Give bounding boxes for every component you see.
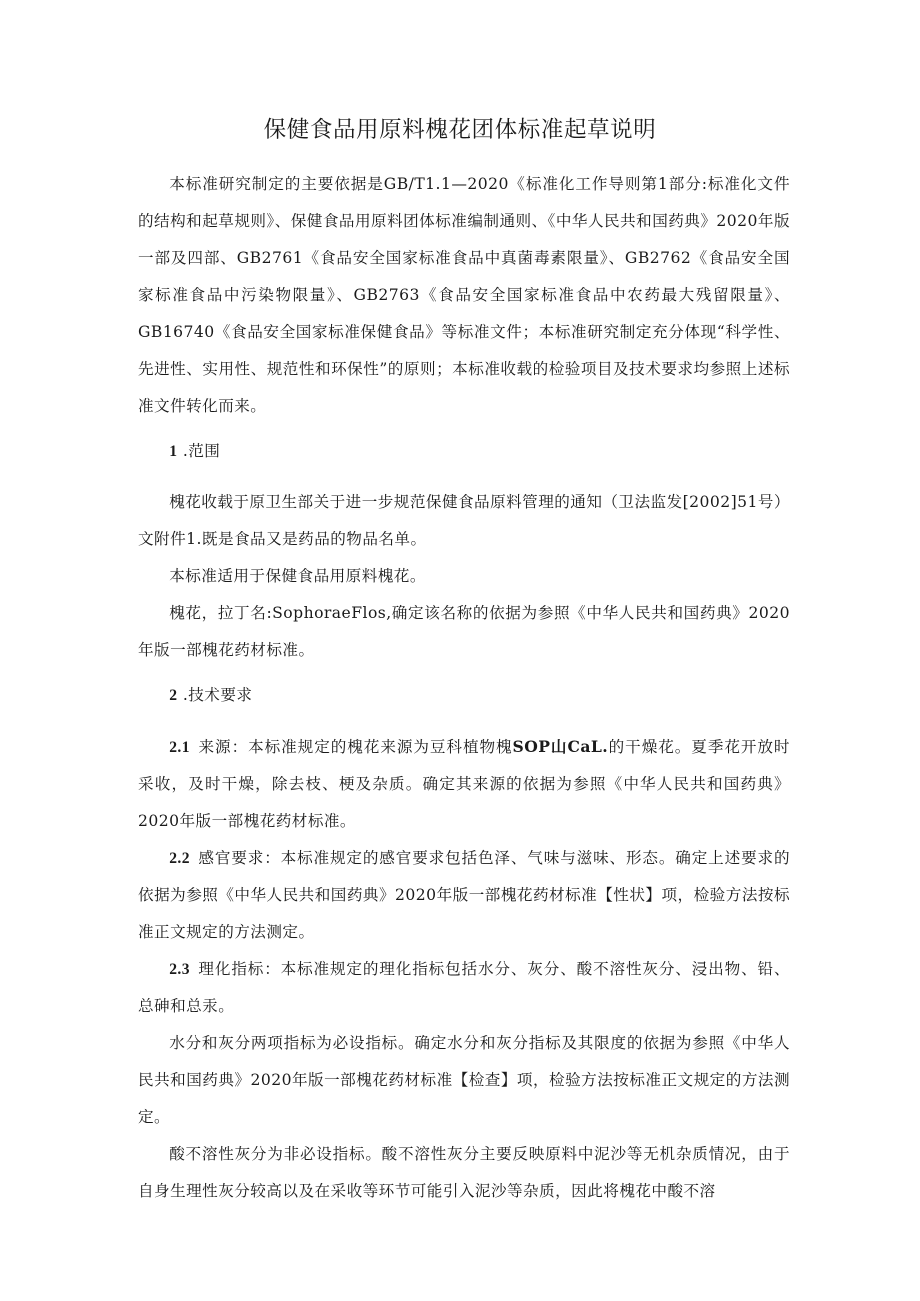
subsection-2-1-number: 2.1: [169, 739, 191, 756]
document-body: [138, 166, 790, 1210]
acid-insoluble-ash-paragraph: 酸不溶性灰分为非必设指标。酸不溶性灰分主要反映原料中泥沙等无机杂质情况，由于自身生理性灰分较高以及在采收等环节可能引入泥沙等杂质，因此将槐花中酸不溶: [138, 1145, 790, 1200]
subsection-2-1: [138, 728, 790, 840]
subsection-2-2: [138, 840, 790, 951]
subsection-2-3-number: 2.3: [169, 961, 191, 978]
subsection-2-1-text-a: 来源：本标准规定的槐花来源为豆科植物槐: [198, 738, 513, 756]
scope-paragraph-3: 槐花，拉丁名:SophoraeFlos,确定该名称的依据为参照《中华人民共和国药典》2020年版一部槐花药材标准。: [138, 604, 790, 659]
section-2-label: .技术要求: [182, 686, 253, 704]
scope-paragraph-1: 槐花收载于原卫生部关于进一步规范保健食品原料管理的通知（卫法监发[2002]51号）文附件1.既是食品又是药品的物品名单。: [138, 493, 790, 548]
section-2-number: 2: [169, 687, 178, 704]
scope-paragraph-2: 本标准适用于保健食品用原料槐花。: [169, 567, 426, 585]
water-ash-paragraph: 水分和灰分两项指标为必设指标。确定水分和灰分指标及其限度的依据为参照《中华人民共和国药典》2020年版一部槐花药材标准【检查】项，检验方法按标准正文规定的方法测定。: [138, 1034, 790, 1126]
section-1-number: 1: [169, 443, 178, 460]
subsection-2-3: [138, 951, 790, 1025]
document-title: 保健食品用原料槐花团体标准起草说明: [263, 117, 657, 143]
subsection-2-1-latin: SOP山CaL.: [512, 737, 609, 756]
subsection-2-3-text: 理化指标：本标准规定的理化指标包括水分、灰分、酸不溶性灰分、浸出物、铅、总砷和总汞。: [138, 960, 790, 1015]
subsection-2-2-text: 感官要求：本标准规定的感官要求包括色泽、气味与滋味、形态。确定上述要求的依据为参照《中华人民共和国药典》2020年版一部槐花药材标准【性状】项，检验方法按标准正文规定的方法测定。: [138, 849, 790, 941]
section-1-label: .范围: [182, 442, 221, 460]
section-2-heading: [138, 677, 790, 714]
subsection-2-2-number: 2.2: [169, 850, 191, 867]
subsection-2-1-text-b: 的干燥花。夏季花开放时采收，及时干燥，除去枝、梗及杂质。确定其来源的依据为参照《中华人民共和国药典》2020年版一部槐花药材标准。: [138, 738, 790, 830]
section-1-heading: [138, 433, 790, 470]
intro-paragraph: 本标准研究制定的主要依据是GB/T1.1—2020《标准化工作导则第1部分:标准化文件的结构和起草规则》、保健食品用原料团体标准编制通则、《中华人民共和国药典》2020年版一部及四部、GB2761《食品安全国家标准食品中真菌毒素限量》、GB2762《食品安全国家标准食品中污染物限量》、GB2763《食品安全国家标准食品中农药最大残留限量》、GB16740《食品安全国家标准保健食品》等标准文件；本标准研究制定充分体现“科学性、先进性、实用性、规范性和环保性”的原则；本标准收载的检验项目及技术要求均参照上述标准文件转化而来。: [138, 175, 790, 415]
